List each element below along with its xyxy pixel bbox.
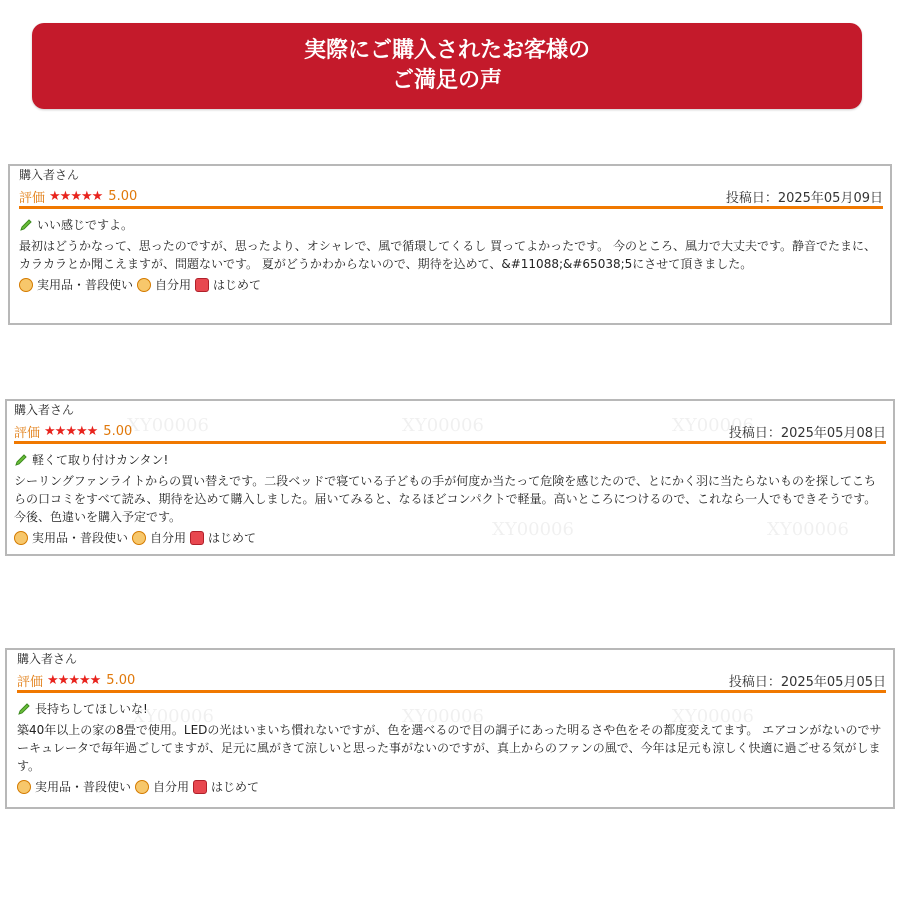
- hand-icon: [14, 531, 28, 545]
- review-title: いい感じですよ。: [37, 218, 134, 232]
- tag-first: はじめて: [208, 531, 257, 545]
- tag-first: はじめて: [213, 278, 262, 292]
- voice-banner: [32, 23, 862, 109]
- person-icon: [132, 531, 146, 545]
- review-card: [5, 399, 895, 556]
- post-date: 投稿日：2025年05月05日: [728, 674, 886, 690]
- gift-icon: [190, 531, 204, 545]
- rating-label: 評価: [19, 190, 46, 206]
- review-body: シーリングファンライトからの買い替えです。二段ベッドで寝ている子どもの手が何度か当たって危険を感じたので、とにかく羽に当たらないものを探してこちらの口コミをすべて読み、期待を込めて購入しました。届いてみると、なるほどコンパクトで軽量。高いところにつけるので、これなら一人でもできそうです。今後、色違いを購入予定です。: [14, 474, 877, 524]
- person-icon: [135, 780, 149, 794]
- review-title: 軽くて取り付けカンタン!: [32, 453, 169, 467]
- tag-usage: 実用品・普段使い: [37, 278, 134, 292]
- reviewer-name: 購入者さん: [17, 652, 78, 666]
- post-date: 投稿日：2025年05月08日: [728, 425, 886, 441]
- tag-usage: 実用品・普段使い: [35, 780, 132, 794]
- watermark: XY00006: [132, 706, 214, 727]
- pencil-icon: [14, 453, 28, 467]
- review-title-row: [17, 701, 886, 717]
- hand-icon: [19, 278, 33, 292]
- review-tags: [17, 779, 886, 795]
- watermark: XY00006: [127, 415, 209, 436]
- tag-first: はじめて: [211, 780, 260, 794]
- review-tags: [14, 530, 886, 546]
- tag-for: 自分用: [150, 531, 187, 545]
- banner-line-2: ご満足の声: [391, 68, 502, 93]
- watermark: XY00006: [767, 519, 849, 540]
- rating-score: 5.00: [106, 672, 136, 688]
- rating-score: 5.00: [108, 188, 138, 204]
- person-icon: [137, 278, 151, 292]
- reviewer-name: 購入者さん: [19, 168, 80, 182]
- tag-for: 自分用: [153, 780, 190, 794]
- hand-icon: [17, 780, 31, 794]
- star-icons: ★★★★★: [49, 188, 103, 204]
- rating-row: [17, 670, 886, 693]
- gift-icon: [195, 278, 209, 292]
- review-body: 最初はどうかなって、思ったのですが、思ったより、オシャレで、風で循環してくるし 買ってよかったです。 今のところ、風力で大丈夫です。静音でたまに、カラカラとか聞こえますが、問題ないです。 夏がどうかわからないので、期待を込めて、&#11088;&#65038;5にさせて頂きました。: [19, 239, 876, 271]
- review-title-row: [19, 217, 883, 233]
- star-icons: ★★★★★: [44, 423, 98, 439]
- review-body: 築40年以上の家の8畳で使用。LEDの光はいまいち慣れないですが、色を選べるので目の調子にあった明るさや色をその都度変えてます。 エアコンがないのでサーキュレータで毎年過ごしてますが、足元に風がきて涼しいと思った事がないのですが、真上からのファンの風で、今年は足元も涼しく快適に過ごせる気がします。: [17, 723, 882, 773]
- tag-for: 自分用: [155, 278, 192, 292]
- watermark: XY00006: [492, 519, 574, 540]
- post-date: 投稿日：2025年05月09日: [725, 190, 883, 206]
- watermark: XY00006: [402, 706, 484, 727]
- watermark: XY00006: [672, 415, 754, 436]
- review-title: 長持ちしてほしいな!: [35, 702, 148, 716]
- tag-usage: 実用品・普段使い: [32, 531, 129, 545]
- rating-label: 評価: [17, 674, 44, 690]
- star-icons: ★★★★★: [47, 672, 101, 688]
- pencil-icon: [17, 702, 31, 716]
- review-title-row: [14, 452, 886, 468]
- rating-row: [14, 421, 886, 444]
- rating-score: 5.00: [103, 423, 133, 439]
- rating-label: 評価: [14, 425, 41, 441]
- review-card: [8, 164, 892, 325]
- rating-row: [19, 186, 883, 209]
- banner-line-1: 実際にご購入されたお客様の: [303, 38, 590, 63]
- watermark: XY00006: [402, 415, 484, 436]
- watermark: XY00006: [672, 706, 754, 727]
- pencil-icon: [19, 218, 33, 232]
- reviewer-name: 購入者さん: [14, 403, 75, 417]
- review-card: [5, 648, 895, 809]
- gift-icon: [193, 780, 207, 794]
- review-tags: [19, 277, 883, 293]
